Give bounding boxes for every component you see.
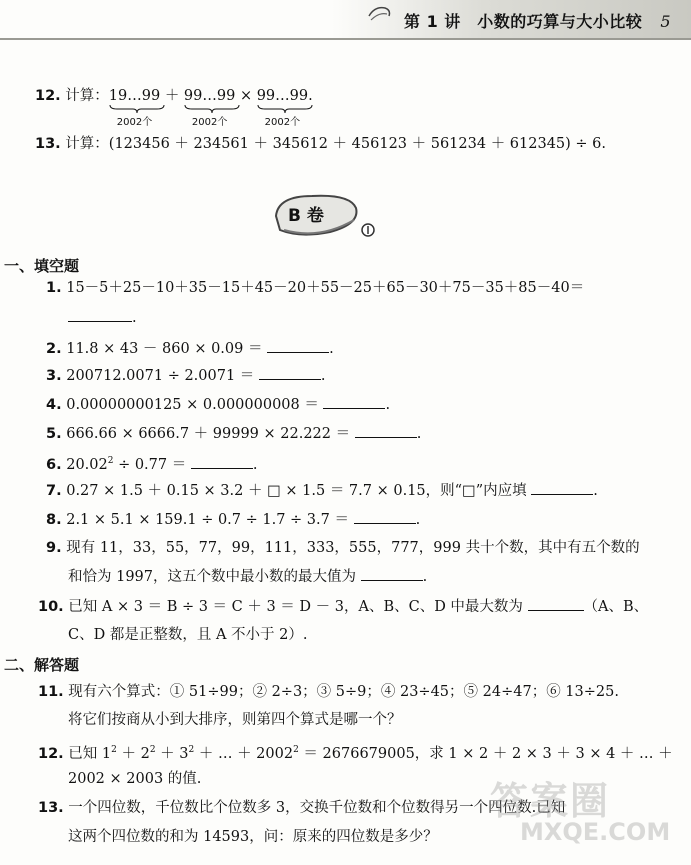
section-fill-in: 一、填空题: [4, 257, 80, 275]
question-text: 2002 × 2003 的值.: [68, 771, 202, 787]
question-text: 666.66 × 6666.7 ＋ 99999 × 22.222 ＝: [66, 426, 351, 442]
question-text: 200712.0071 ÷ 2.0071 ＝: [66, 368, 255, 384]
question-number: 2.: [46, 341, 62, 357]
page-number: 5: [660, 12, 671, 31]
term-text: 19…99: [108, 88, 161, 104]
question-text: 0.00000000125 × 0.000000008 ＝: [66, 397, 319, 413]
question-text: ＋ … ＋ 2002: [194, 745, 294, 762]
operator: ×: [239, 88, 253, 104]
answer-blank: [259, 365, 321, 380]
watermark-logo: 答案圈: [490, 779, 611, 823]
question-s13-line2: [68, 827, 438, 847]
brace-term-2: [183, 86, 236, 128]
end-mark: .: [385, 397, 391, 413]
question-number: 11.: [38, 684, 64, 700]
question-7: [46, 480, 598, 501]
question-text: ＝ 2676679005，求 1 × 2 ＋ 2 × 3 ＋ 3 × 4 ＋ … ＋: [298, 745, 673, 762]
answer-blank: [528, 596, 584, 611]
question-1: [46, 278, 584, 298]
term-text: 99…99: [256, 88, 309, 104]
question-number: 1.: [46, 280, 62, 296]
question-number: 13.: [35, 136, 61, 152]
chapter-title: [404, 9, 671, 32]
question-s11-line2: [68, 710, 402, 730]
question-text: 已知 1: [68, 745, 112, 762]
brace-label: 2002个: [264, 117, 301, 128]
question-text: 和恰为 1997，这五个数中最小数的最大值为: [68, 569, 361, 585]
question-1-answer-line: [68, 307, 137, 328]
question-s12: [38, 740, 673, 764]
question-text: 15－5＋25－10＋35－15＋45－20＋55－25＋65－30＋75－35＋85－40＝: [66, 280, 585, 296]
brace-label: 2002个: [116, 117, 153, 128]
question-3: [46, 365, 326, 386]
question-8: [46, 509, 420, 530]
answer-blank: [191, 454, 253, 469]
question-number: 8.: [46, 512, 62, 528]
section-b-label: B 卷: [288, 206, 324, 226]
question-text: （A、B、: [583, 599, 649, 615]
question-10: [38, 596, 648, 617]
question-5: [46, 423, 421, 444]
chapter-title-text: 第 1 讲 小数的巧算与大小比较: [404, 12, 643, 31]
question-number: 6.: [46, 456, 62, 473]
question-text: C、D 都是正整数，且 A 不小于 2）.: [68, 627, 308, 643]
question-text: 2.1 × 5.1 × 159.1 ÷ 0.7 ÷ 1.7 ÷ 3.7 ＝: [66, 512, 349, 528]
answer-blank: [355, 423, 417, 438]
question-number: 12.: [38, 745, 64, 762]
question-10-line2: [68, 625, 307, 645]
section-solve: 二、解答题: [4, 656, 80, 674]
answer-blank: [361, 566, 423, 581]
end-mark: .: [252, 456, 258, 473]
exponent: 2: [293, 745, 299, 755]
question-prefix: 计算：: [65, 88, 109, 104]
question-number: 4.: [46, 397, 62, 413]
end-mark: .: [132, 310, 137, 326]
end-mark: .: [415, 512, 421, 528]
brace-term-3: [256, 86, 309, 128]
end-mark: .: [320, 368, 326, 384]
exponent: 2: [149, 745, 156, 755]
watermark-url: MXQE.COM: [520, 818, 671, 846]
question-s11: [38, 682, 619, 702]
question-number: 9.: [46, 540, 62, 556]
brace-label: 2002个: [191, 117, 228, 128]
answer-blank: [68, 307, 132, 322]
question-number: 10.: [38, 599, 64, 615]
question-text: 这两个四位数的和为 14593，问：原来的四位数是多少？: [68, 829, 438, 845]
question-text: ＋ 3: [155, 745, 189, 762]
question-text: ＋ 2: [116, 745, 150, 762]
page-header: [0, 0, 691, 38]
answer-blank: [354, 509, 416, 524]
question-2: [46, 338, 334, 359]
exponent: 2: [107, 456, 114, 466]
question-text: ÷ 0.77 ＝: [113, 456, 187, 473]
question-text: 已知 A × 3 ＝ B ÷ 3 ＝ C ＋ 3 ＝ D － 3，A、B、C、D 中最大数为: [68, 599, 528, 615]
question-s13: [38, 798, 565, 818]
exponent: 2: [188, 745, 195, 755]
question-s12-line2: [68, 769, 201, 789]
exponent: 2: [111, 745, 117, 755]
question-text: 11.8 × 43 － 860 × 0.09 ＝: [66, 341, 263, 357]
question-6: [46, 451, 257, 475]
question-number: 3.: [46, 368, 62, 384]
answer-blank: [531, 480, 593, 495]
end-mark: .: [416, 426, 422, 442]
question-text: 0.27 × 1.5 ＋ 0.15 × 3.2 ＋ □ × 1.5 ＝ 7.7 × 0.15，则“□”内应填: [66, 483, 532, 499]
term-text: 99…99: [183, 88, 236, 104]
end-mark: .: [422, 569, 428, 585]
question-number: 13.: [38, 800, 64, 816]
header-rule: [0, 38, 691, 40]
scroll-decoration-icon: [365, 2, 395, 24]
question-9: [46, 538, 640, 558]
end-mark: .: [308, 88, 313, 104]
question-number: 12.: [35, 88, 61, 104]
end-mark: .: [329, 341, 334, 357]
question-a12: [35, 86, 313, 128]
question-a13: [35, 134, 606, 154]
question-text: 一个四位数，千位数比个位数多 3，交换千位数和个位数得另一个四位数.已知: [68, 800, 566, 816]
question-9-line2: [68, 566, 427, 587]
answer-blank: [267, 338, 329, 353]
question-text: 现有六个算式：① 51÷99；② 2÷3；③ 5÷9；④ 23÷45；⑤ 24÷47；⑥ 13÷25.: [68, 684, 619, 700]
end-mark: .: [593, 483, 598, 499]
question-base: 20.02: [66, 456, 108, 473]
question-text: 现有 11，33，55，77，99，111，333，555，777，999 共十个数，其中有五个数的: [66, 540, 640, 556]
question-number: 5.: [46, 426, 62, 442]
question-4: [46, 394, 390, 415]
brace-term-1: [108, 86, 161, 128]
question-text: 计算：(123456 ＋ 234561 ＋ 345612 ＋ 456123 ＋ 561234 ＋ 612345) ÷ 6.: [65, 136, 607, 152]
answer-blank: [323, 394, 385, 409]
operator: ＋: [164, 88, 180, 104]
question-number: 7.: [46, 483, 62, 499]
question-text: 将它们按商从小到大排序，则第四个算式是哪一个？: [68, 712, 402, 728]
